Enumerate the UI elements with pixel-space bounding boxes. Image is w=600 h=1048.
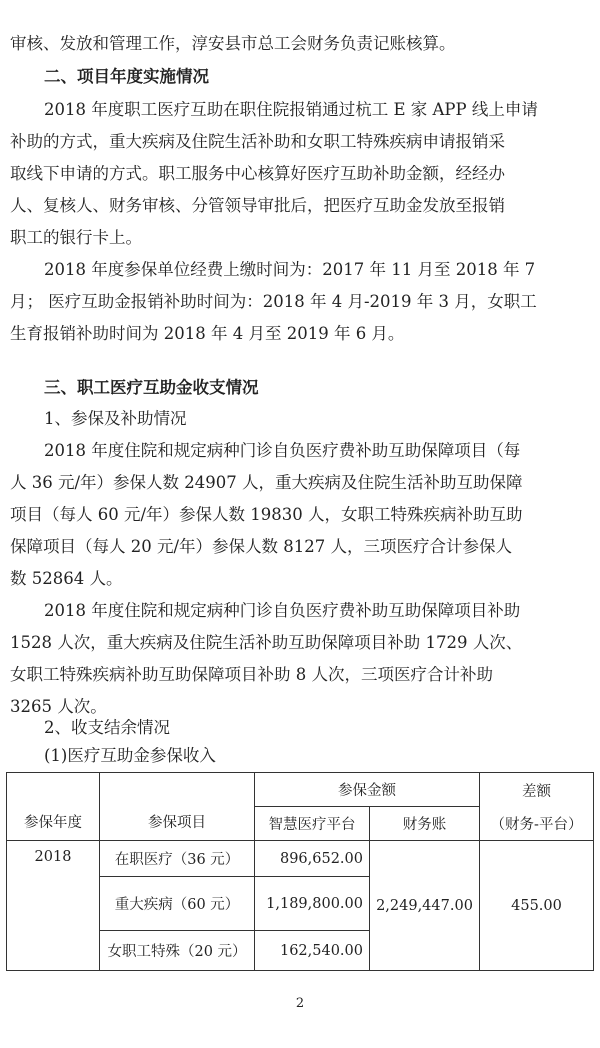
header-difference-title: 差额	[522, 783, 551, 800]
paragraph-line: 项目（每人 60 元/年）参保人数 19830 人，女职工特殊疾病补助互助	[10, 505, 523, 524]
header-difference-subtitle: （财务-平台）	[490, 816, 583, 833]
cell-difference: 455.00	[480, 841, 594, 971]
paragraph-line: 女职工特殊疾病补助互助保障项目补助 8 人次，三项医疗合计补助	[10, 665, 493, 684]
cell-item: 重大疾病（60 元）	[100, 877, 255, 931]
table-header-row	[7, 773, 594, 807]
header-item: 参保项目	[100, 773, 255, 841]
paragraph-line: 职工的银行卡上。	[10, 228, 142, 247]
cell-item: 女职工特殊（20 元）	[100, 931, 255, 971]
header-difference	[480, 773, 594, 841]
cell-platform-amount: 162,540.00	[255, 931, 370, 971]
paragraph-line: 数 52864 人。	[10, 569, 123, 588]
paragraph-line: 人 36 元/年）参保人数 24907 人，重大疾病及住院生活补助互助保障	[10, 473, 523, 492]
paragraph-line: 审核、发放和管理工作，淳安县市总工会财务负责记账核算。	[10, 34, 456, 53]
paragraph-line: 取线下申请的方式。职工服务中心核算好医疗互助补助金额，经经办	[10, 164, 505, 183]
table-row	[7, 841, 594, 877]
header-year: 参保年度	[7, 773, 100, 841]
paragraph-line: 2018 年度住院和规定病种门诊自负医疗费补助互助保障项目补助	[44, 601, 521, 620]
header-amount-group: 参保金额	[255, 773, 480, 807]
cell-platform-amount: 896,652.00	[255, 841, 370, 877]
section-heading: 二、项目年度实施情况	[44, 67, 209, 86]
cell-ledger-total: 2,249,447.00	[370, 841, 480, 971]
subsection-heading: 1、参保及补助情况	[44, 409, 187, 428]
subsection-heading: 2、收支结余情况	[44, 718, 170, 737]
header-ledger: 财务账	[370, 807, 480, 841]
paragraph-line: 2018 年度参保单位经费上缴时间为：2017 年 11 月至 2018 年 7	[44, 260, 536, 279]
paragraph-line: 2018 年度职工医疗互助在职住院报销通过杭工 E 家 APP 线上申请	[44, 100, 538, 119]
cell-item: 在职医疗（36 元）	[100, 841, 255, 877]
paragraph-line: 3265 人次。	[10, 697, 107, 716]
cell-year: 2018	[7, 841, 100, 971]
income-table	[6, 772, 594, 971]
paragraph-line: 人、复核人、财务审核、分管领导审批后，把医疗互助金发放至报销	[10, 196, 505, 215]
subsection-heading: (1)医疗互助金参保收入	[44, 746, 216, 765]
paragraph-line: 补助的方式，重大疾病及住院生活补助和女职工特殊疾病申请报销采	[10, 132, 505, 151]
paragraph-line: 生育报销补助时间为 2018 年 4 月至 2019 年 6 月。	[10, 324, 405, 343]
header-platform: 智慧医疗平台	[255, 807, 370, 841]
page-number: 2	[295, 996, 305, 1011]
cell-platform-amount: 1,189,800.00	[255, 877, 370, 931]
section-heading: 三、职工医疗互助金收支情况	[44, 378, 259, 397]
paragraph-line: 月； 医疗互助金报销补助时间为：2018 年 4 月-2019 年 3 月，女职工	[10, 292, 537, 311]
paragraph-line: 保障项目（每人 20 元/年）参保人数 8127 人，三项医疗合计参保人	[10, 537, 513, 556]
paragraph-line: 1528 人次，重大疾病及住院生活补助互助保障项目补助 1729 人次、	[10, 633, 523, 652]
paragraph-line: 2018 年度住院和规定病种门诊自负医疗费补助互助保障项目（每	[44, 441, 521, 460]
